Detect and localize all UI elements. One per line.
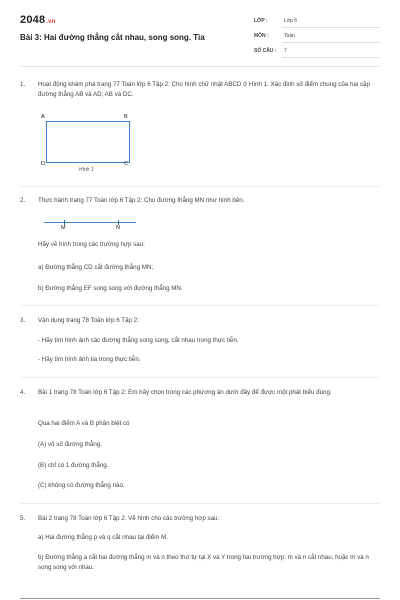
question-line: Hãy vẽ hình trong các trường hợp sau:	[38, 241, 145, 248]
question-number: 2.	[20, 197, 26, 204]
question-divider	[20, 503, 380, 504]
meta-underline	[282, 42, 380, 43]
question-number: 3.	[20, 317, 26, 324]
logo-text: 2048	[20, 14, 46, 26]
question-number: 4.	[20, 389, 26, 396]
point-label-b: B	[124, 114, 128, 120]
meta-value-subject: Toán	[284, 33, 295, 39]
question-number: 5.	[20, 515, 26, 522]
question-divider	[20, 305, 380, 306]
question-option: (A) vô số đường thẳng.	[38, 441, 102, 448]
question-text: Hoạt động khám phá trang 77 Toán lớp 6 Tập 2: Cho hình chữ nhật ABCD ở Hình 1. Xác định số điểm chung của hai cặp đường thẳng AB và AD; AB và DC.	[38, 81, 370, 98]
question-line: Qua hai điểm A và B phân biệt có	[38, 420, 130, 427]
question-line: - Hãy tìm hình ảnh các đường thẳng song song, cắt nhau trong thực tiễn.	[38, 337, 239, 344]
meta-label-subject: MÔN :	[254, 33, 269, 39]
figure-caption: Hình 1	[79, 167, 94, 173]
meta-row-class	[254, 14, 380, 30]
question-text: Vận dụng trang 78 Toán lớp 6 Tập 2:	[38, 317, 139, 324]
meta-row-subject	[254, 29, 380, 45]
question-number: 1.	[20, 81, 26, 88]
point-label-m: M	[61, 225, 66, 231]
meta-underline	[282, 57, 380, 58]
point-label-d: D	[41, 161, 45, 167]
site-logo[interactable]	[20, 14, 56, 26]
meta-value-class: Lớp 6	[284, 18, 298, 24]
question-text: Bài 2 trang 78 Toán lớp 6 Tập 2: Vẽ hình cho các trường hợp sau:	[38, 515, 220, 522]
point-label-n: N	[116, 225, 120, 231]
line-mn	[44, 222, 136, 223]
meta-label-class: LỚP :	[254, 18, 268, 24]
meta-row-count	[254, 44, 380, 60]
question-line: a) Đường thẳng CD cắt đường thẳng MN;	[38, 264, 154, 271]
question-text: Thực hành trang 77 Toán lớp 6 Tập 2: Cho đường thẳng MN như hình bên.	[38, 197, 245, 204]
page-title: Bài 3: Hai đường thẳng cắt nhau, song song. Tia	[20, 33, 205, 42]
logo-tld: .vn	[46, 19, 56, 25]
question-divider	[20, 186, 380, 187]
question-option: (C) không có đường thẳng nào.	[38, 482, 125, 489]
question-line: - Hãy tìm hình ảnh tia trong thực tiễn.	[38, 356, 141, 363]
question-text: Bài 1 trang 78 Toán lớp 6 Tập 2: Em hãy chọn trong các phương án dưới đây để được một phát biểu đúng.	[38, 389, 332, 396]
question-line: b) Đường thẳng EF song song với đường thẳng MN.	[38, 285, 183, 292]
question-line: b) Đường thẳng a cắt hai đường thẳng m và n theo thứ tự tại X và Y trong hai trường hợp: m và n cắt nhau, hoặc m và n song song với nhau.	[38, 554, 369, 571]
question-divider	[20, 377, 380, 378]
header-divider	[20, 66, 380, 67]
meta-value-count: 7	[284, 48, 287, 54]
point-label-c: C	[124, 161, 128, 167]
point-label-a: A	[41, 114, 45, 120]
meta-label-count: SỐ CÂU :	[254, 48, 277, 54]
meta-underline	[282, 27, 380, 28]
rectangle-abcd	[46, 121, 130, 163]
question-line: a) Hai đường thẳng p và q cắt nhau tại điểm M.	[38, 534, 168, 541]
question-option: (B) chỉ có 1 đường thẳng.	[38, 462, 109, 469]
